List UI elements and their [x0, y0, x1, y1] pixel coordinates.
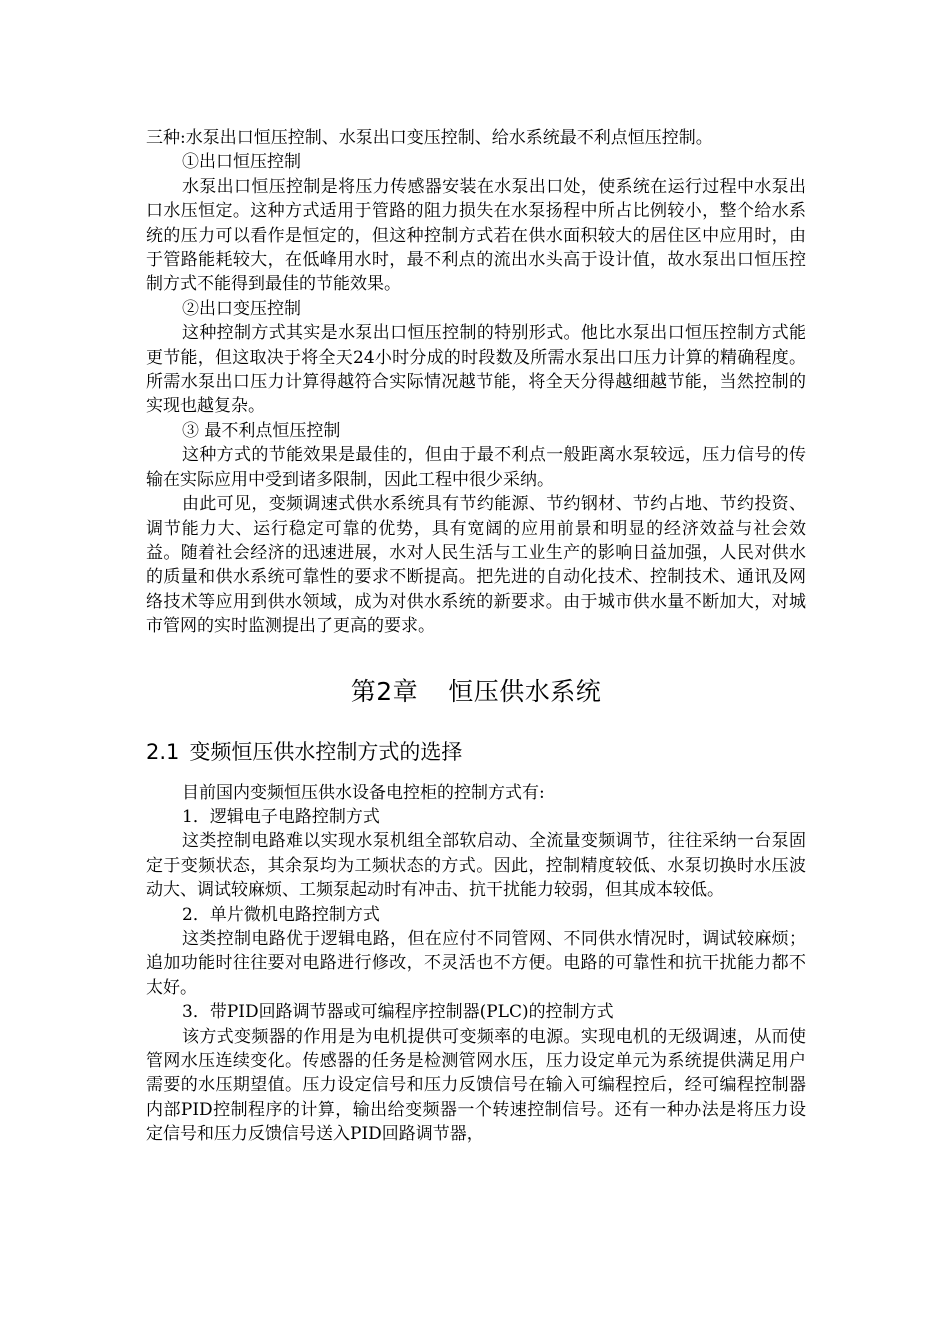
- section-title: 变频恒压供水控制方式的选择: [189, 739, 463, 764]
- paragraph: 这种方式的节能效果是最佳的，但由于最不利点一般距离水泵较远，压力信号的传输在实际应用中受到诸多限制，因此工程中很少采纳。: [146, 445, 806, 490]
- paragraph: 由此可见，变频调速式供水系统具有节约能源、节约钢材、节约占地、节约投资、调节能力大、运行稳定可靠的优势，具有宽阔的应用前景和明显的经济效益与社会效益。随着社会经济的迅速进展，水对人民生活与工业生产的影响日益加强，人民对供水的质量和供水系统可靠性的要求不断提高。把先进的自动化技术、控制技术、通讯及网络技术等应用到供水领域，成为对供水系统的新要求。由于城市供水量不断加大，对城市管网的实时监测提出了更高的要求。: [146, 494, 806, 637]
- chapter-heading: [146, 675, 806, 709]
- list-heading-3: 3．带PID回路调节器或可编程序控制器(PLC)的控制方式: [182, 1002, 614, 1023]
- paragraph: 该方式变频器的作用是为电机提供可变频率的电源。实现电机的无级调速，从而使管网水压连续变化。传感器的任务是检测管网水压，压力设定单元为系统提供满足用户需要的水压期望值。压力设定信号和压力反馈信号在输入可编程控后，经可编程控制器内部PID控制程序的计算，输出给变频器一个转速控制信号。还有一种办法是将压力设定信号和压力反馈信号送入PID回路调节器，: [146, 1026, 806, 1145]
- list-heading-1: 1．逻辑电子电路控制方式: [182, 806, 380, 827]
- section-heading: [146, 737, 806, 767]
- paragraph: 三种:水泵出口恒压控制、水泵出口变压控制、给水系统最不利点恒压控制。: [146, 128, 713, 148]
- paragraph: 这类控制电路难以实现水泵机组全部软启动、全流量变频调节，往往采纳一台泵固定于变频状态，其余泵均为工频状态的方式。因此，控制精度较低、水泵切换时水压波动大、调试较麻烦、工频泵起动时有冲击、抗干扰能力较弱，但其成本较低。: [146, 831, 806, 901]
- paragraph: 这种控制方式其实是水泵出口恒压控制的特别形式。他比水泵出口恒压控制方式能更节能，但这取决于将全天24小时分成的时段数及所需水泵出口压力计算的精确程度。所需水泵出口压力计算得越符合实际情况越节能，将全天分得越细越节能，当然控制的实现也越复杂。: [146, 323, 806, 417]
- list-heading-3: ③ 最不利点恒压控制: [182, 420, 341, 441]
- paragraph: 目前国内变频恒压供水设备电控柜的控制方式有:: [182, 782, 545, 803]
- body-text-bottom: [146, 781, 806, 1147]
- spacer: [146, 767, 806, 781]
- list-heading-1: ①出口恒压控制: [182, 152, 301, 173]
- chapter-number: 第2章: [350, 676, 419, 706]
- body-text-top: [146, 126, 806, 639]
- list-heading-2: ②出口变压控制: [182, 298, 301, 319]
- document-page: [146, 126, 806, 1147]
- paragraph: 水泵出口恒压控制是将压力传感器安装在水泵出口处，使系统在运行过程中水泵出口水压恒定。这种方式适用于管路的阻力损失在水泵扬程中所占比例较小，整个给水系统的压力可以看作是恒定的，但这种控制方式若在供水面积较大的居住区中应用时，由于管路能耗较大，在低峰用水时，最不利点的流出水头高于设计值，故水泵出口恒压控制方式不能得到最佳的节能效果。: [146, 176, 806, 295]
- list-heading-2: 2．单片微机电路控制方式: [182, 904, 380, 925]
- section-number: 2.1: [146, 739, 180, 764]
- chapter-title: 恒压供水系统: [448, 676, 602, 706]
- paragraph: 这类控制电路优于逻辑电路，但在应付不同管网、不同供水情况时，调试较麻烦；追加功能时往往要对电路进行修改，不灵活也不方便。电路的可靠性和抗干扰能力都不太好。: [146, 928, 806, 998]
